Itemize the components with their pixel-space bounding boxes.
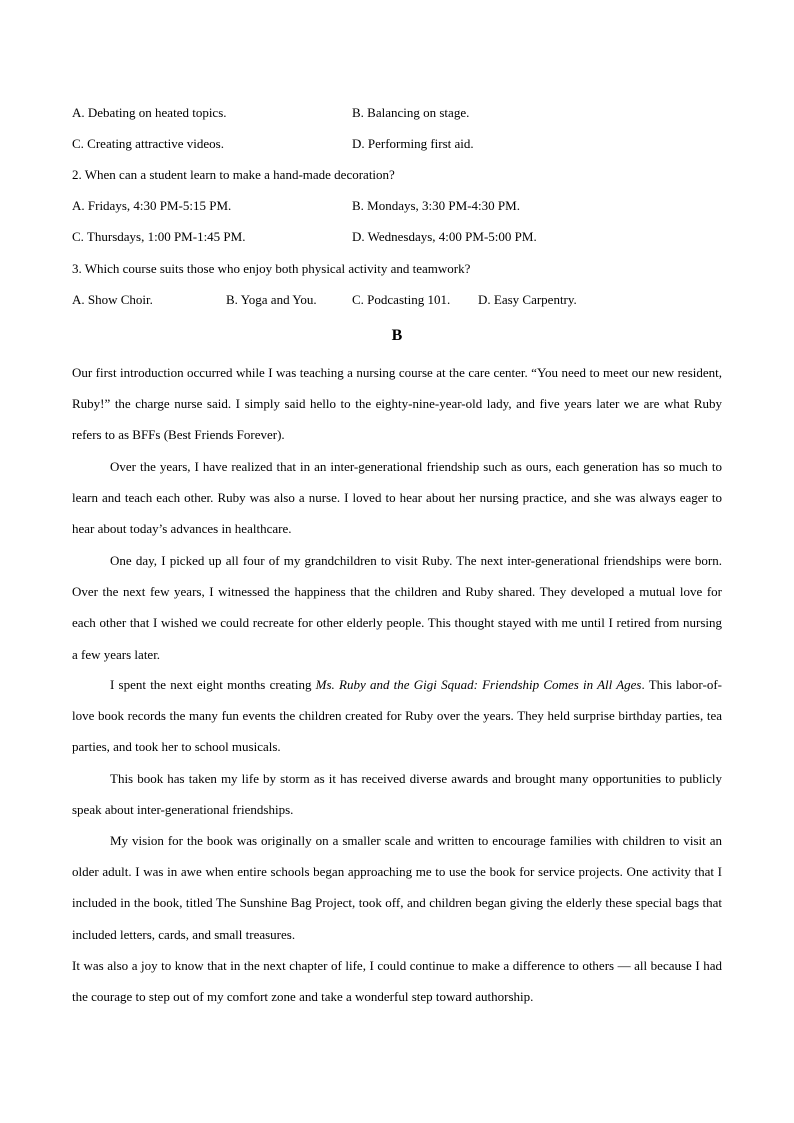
- q2-options-row-1: [72, 198, 520, 214]
- passage-paragraph-7: [72, 950, 722, 1012]
- q2-option-b: B. Mondays, 3:30 PM-4:30 PM.: [352, 198, 520, 213]
- q2-option-c: C. Thursdays, 1:00 PM-1:45 PM.: [72, 229, 246, 244]
- q1-options-row-1: [72, 105, 470, 121]
- q2-option-a: A. Fridays, 4:30 PM-5:15 PM.: [72, 198, 232, 213]
- q3-option-d: D. Easy Carpentry.: [478, 292, 577, 307]
- q2-options-row-2: [72, 229, 537, 245]
- passage-paragraph-5: [72, 763, 722, 825]
- passage-paragraph-4-text: [72, 669, 722, 763]
- q2-option-d: D. Wednesdays, 4:00 PM-5:00 PM.: [352, 229, 537, 244]
- q3-option-c: C. Podcasting 101.: [352, 292, 451, 307]
- section-title: B: [391, 327, 403, 344]
- passage-paragraph-3-text: One day, I picked up all four of my grandchildren to visit Ruby. The next inter-generational friendships were born. Over the next few years, I witnessed the happiness that the children and Ruby shared. They developed a mutual love for each other that I wished we could recreate for other elderly people. This thought stayed with me until I retired from nursing a few years later.: [72, 553, 722, 662]
- passage-paragraph-3: [72, 545, 722, 670]
- passage-paragraph-2: [72, 451, 722, 545]
- passage-paragraph-5-text: This book has taken my life by storm as it has received diverse awards and brought many opportunities to publicly speak about inter-generational friendships.: [72, 771, 722, 818]
- book-title: Ms. Ruby and the Gigi Squad: Friendship Comes in All Ages: [315, 677, 642, 692]
- q1-option-c: C. Creating attractive videos.: [72, 136, 224, 151]
- q2-question: 2. When can a student learn to make a hand-made decoration?: [72, 167, 395, 182]
- q1-options-row-2: [72, 136, 474, 152]
- passage-paragraph-4: [72, 669, 722, 763]
- q3-option-a: A. Show Choir.: [72, 292, 153, 307]
- q1-option-b: B. Balancing on stage.: [352, 105, 470, 120]
- q3-question: 3. Which course suits those who enjoy both physical activity and teamwork?: [72, 261, 471, 276]
- passage-paragraph-1: [72, 357, 722, 451]
- q3-option-b: B. Yoga and You.: [226, 292, 317, 307]
- passage-paragraph-6: [72, 825, 722, 950]
- passage-paragraph-2-text: Over the years, I have realized that in an inter-generational friendship such as ours, each generation has so much to learn and teach each other. Ruby was also a nurse. I loved to hear about her nursing practice, and she was always eager to hear about today’s advances in healthcare.: [72, 459, 722, 537]
- q1-option-a: A. Debating on heated topics.: [72, 105, 227, 120]
- passage-paragraph-7-text: It was also a joy to know that in the next chapter of life, I could continue to make a difference to others — all because I had the courage to step out of my comfort zone and take a wonderful step toward authorship.: [72, 958, 722, 1005]
- passage-paragraph-1-text: Our first introduction occurred while I was teaching a nursing course at the care center. “You need to meet our new resident, Ruby!” the charge nurse said. I simply said hello to the eighty-nine-year-old lady, and five years later we are what Ruby refers to as BFFs (Best Friends Forever).: [72, 365, 722, 443]
- p4-lead: I spent the next eight months creating: [110, 677, 316, 692]
- p4-rest: . This labor-of-love book records the many fun events the children created for Ruby over the years. They held surprise birthday parties, tea parties, and took her to school musicals.: [72, 677, 722, 755]
- passage-paragraph-6-text: My vision for the book was originally on a smaller scale and written to encourage families with children to visit an older adult. I was in awe when entire schools began approaching me to use the book for service projects. One activity that I included in the book, titled The Sunshine Bag Project, took off, and children began giving the elderly these special bags that included letters, cards, and small treasures.: [72, 833, 722, 942]
- q1-option-d: D. Performing first aid.: [352, 136, 474, 151]
